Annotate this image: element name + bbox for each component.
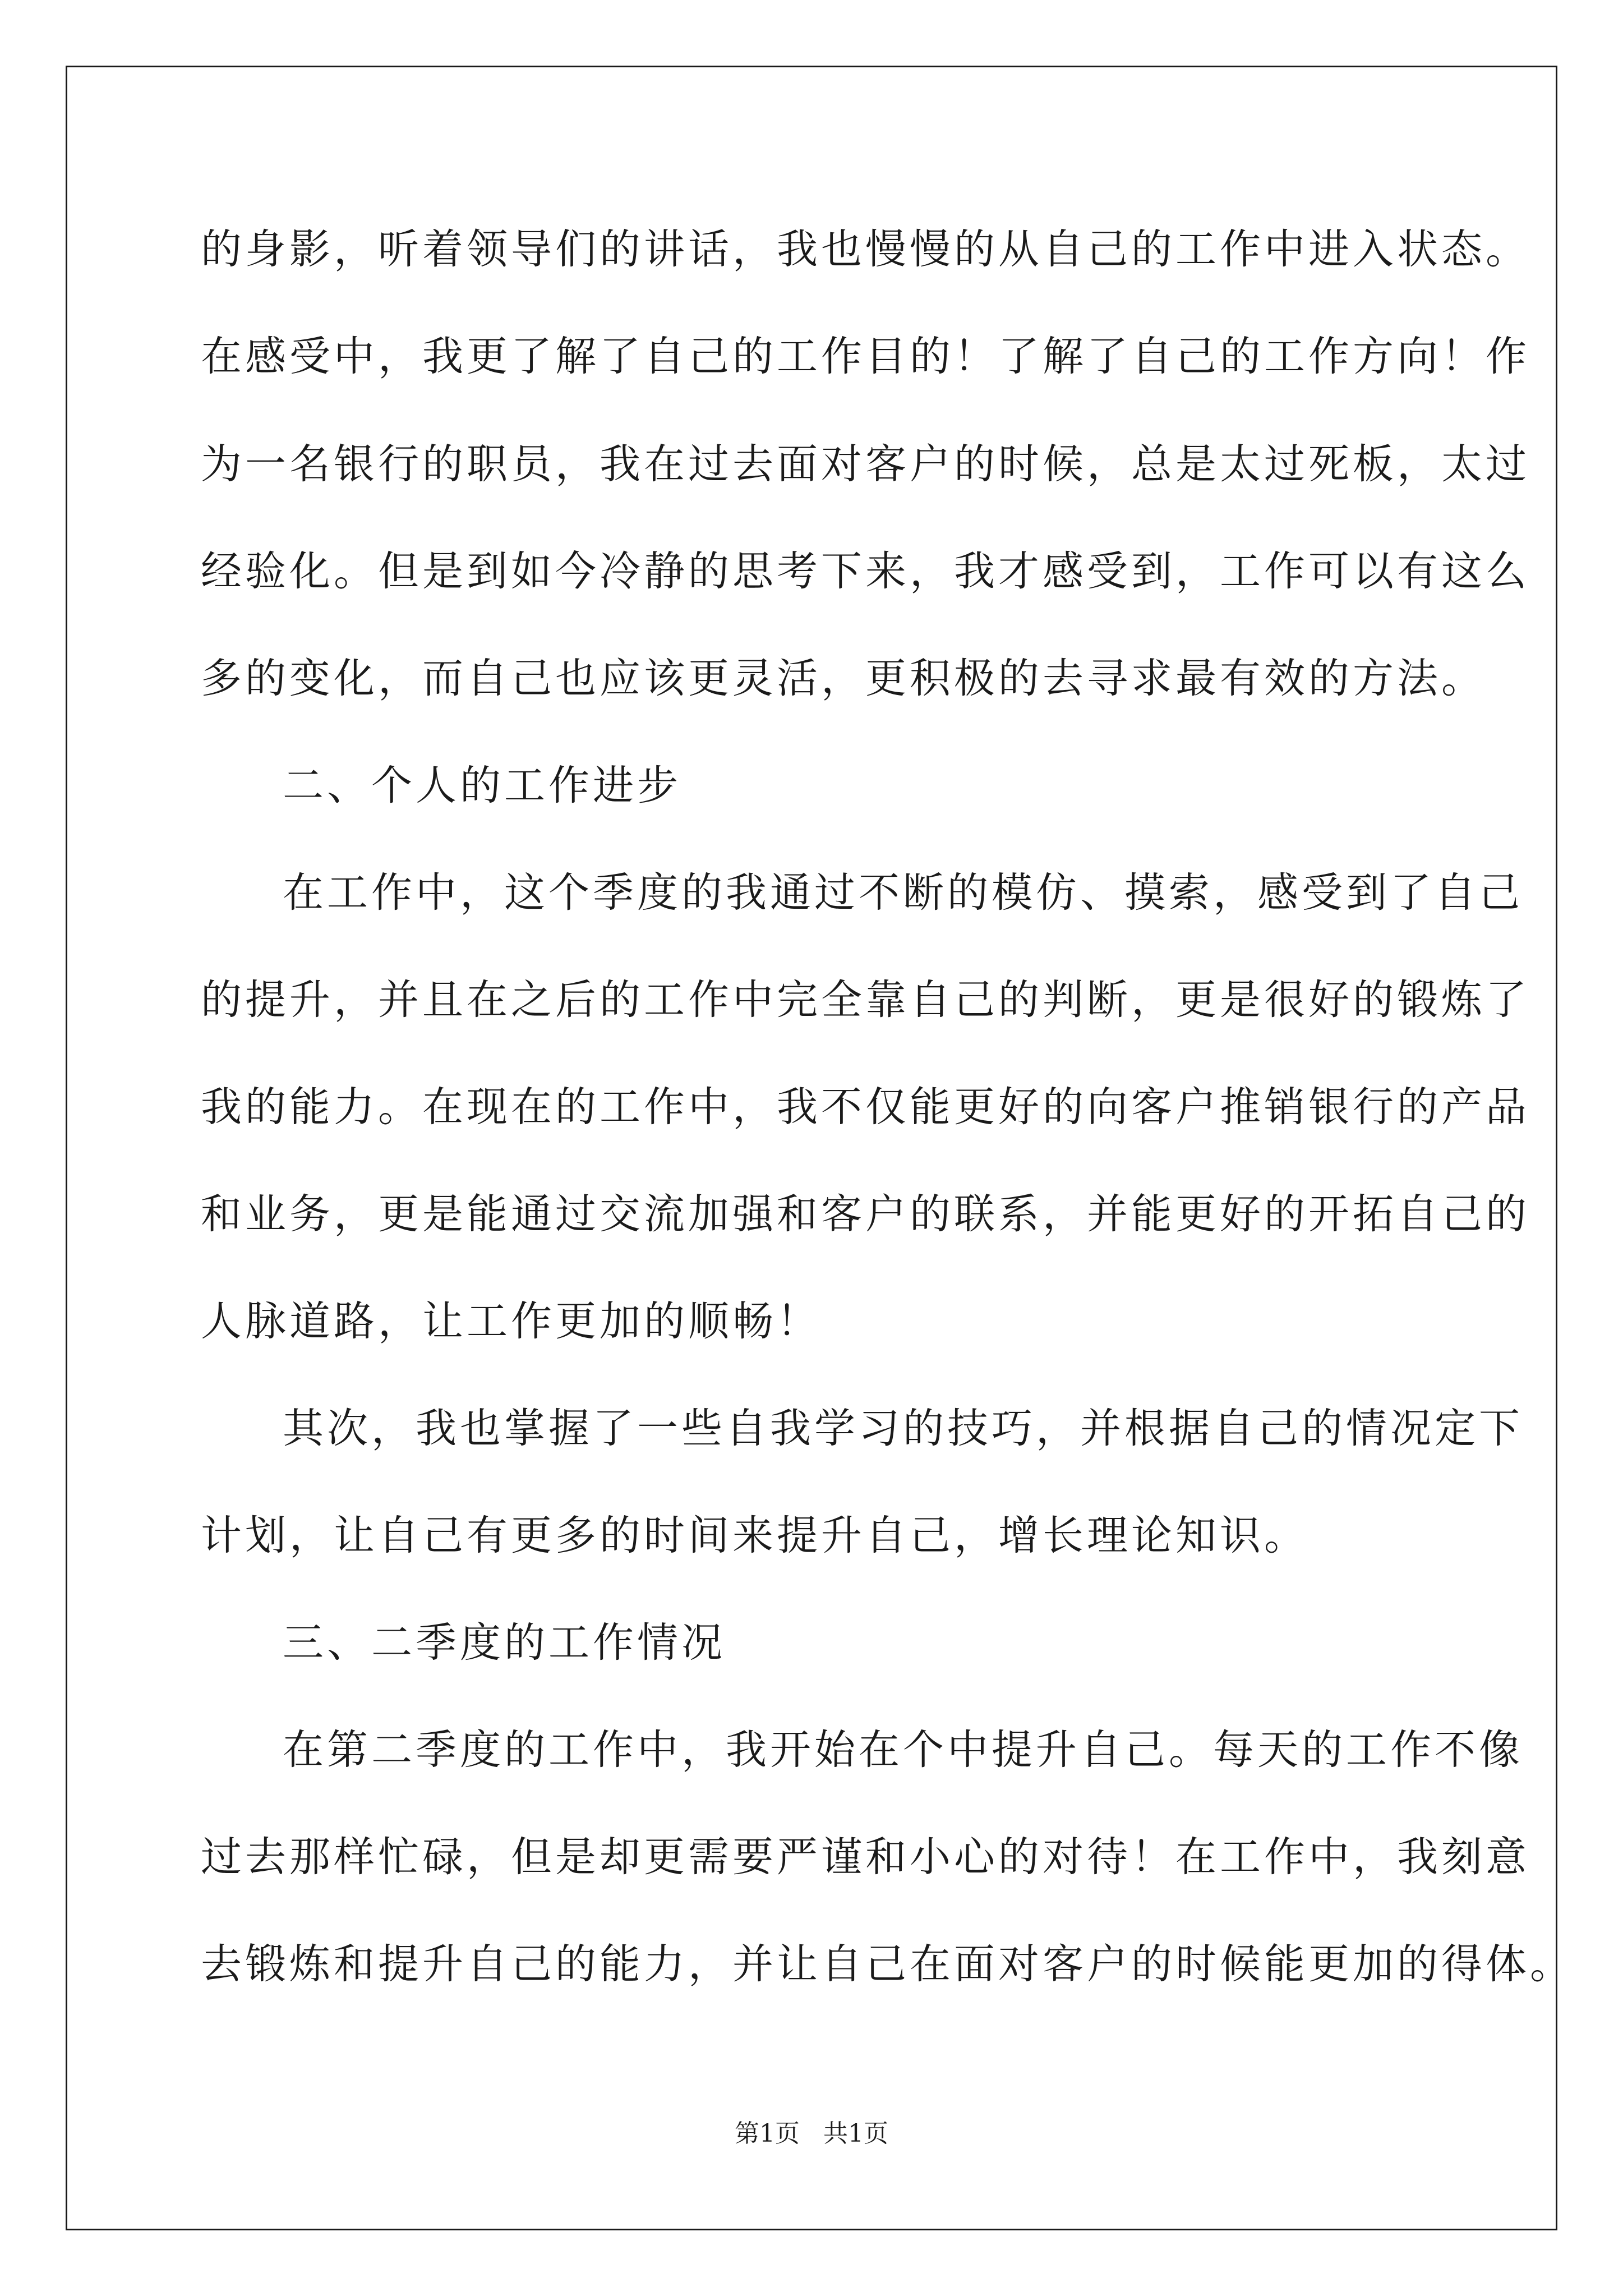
text-line-12: 其次，我也掌握了一些自我学习的技巧，并根据自己的情况定下	[283, 1405, 1523, 1452]
text-line-15: 在第二季度的工作中，我开始在个中提升自己。每天的工作不像	[283, 1726, 1523, 1774]
text-line-4: 经验化。但是到如今冷静的思考下来，我才感受到，工作可以有这么	[201, 547, 1530, 595]
text-line-9: 我的能力。在现在的工作中，我不仅能更好的向客户推销银行的产品	[201, 1083, 1530, 1131]
text-line-3: 为一名银行的职员，我在过去面对客户的时候，总是太过死板，太过	[201, 440, 1530, 488]
text-line-16: 过去那样忙碌，但是却更需要严谨和小心的对待！在工作中，我刻意	[201, 1833, 1530, 1881]
text-line-13: 计划，让自己有更多的时间来提升自己，增长理论知识。	[201, 1512, 1308, 1559]
text-line-7: 在工作中，这个季度的我通过不断的模仿、摸索，感受到了自己	[283, 869, 1523, 917]
text-line-10: 和业务，更是能通过交流加强和客户的联系，并能更好的开拓自己的	[201, 1190, 1530, 1238]
text-line-8: 的提升，并且在之后的工作中完全靠自己的判断，更是很好的锻炼了	[201, 976, 1530, 1024]
text-line-17: 去锻炼和提升自己的能力，并让自己在面对客户的时候能更加的得体。	[201, 1940, 1574, 1988]
text-line-2: 在感受中，我更了解了自己的工作目的！了解了自己的工作方向！作	[201, 333, 1530, 380]
section-heading-2: 二、个人的工作进步	[283, 762, 681, 809]
text-line-5: 多的变化，而自己也应该更灵活，更积极的去寻求最有效的方法。	[201, 655, 1486, 702]
text-line-11: 人脉道路，让工作更加的顺畅！	[201, 1297, 821, 1345]
text-line-1: 的身影，听着领导们的讲话，我也慢慢的从自己的工作中进入状态。	[201, 226, 1530, 273]
section-heading-3: 三、二季度的工作情况	[283, 1619, 726, 1667]
page-number-footer: 第1页 共1页	[735, 2119, 888, 2148]
